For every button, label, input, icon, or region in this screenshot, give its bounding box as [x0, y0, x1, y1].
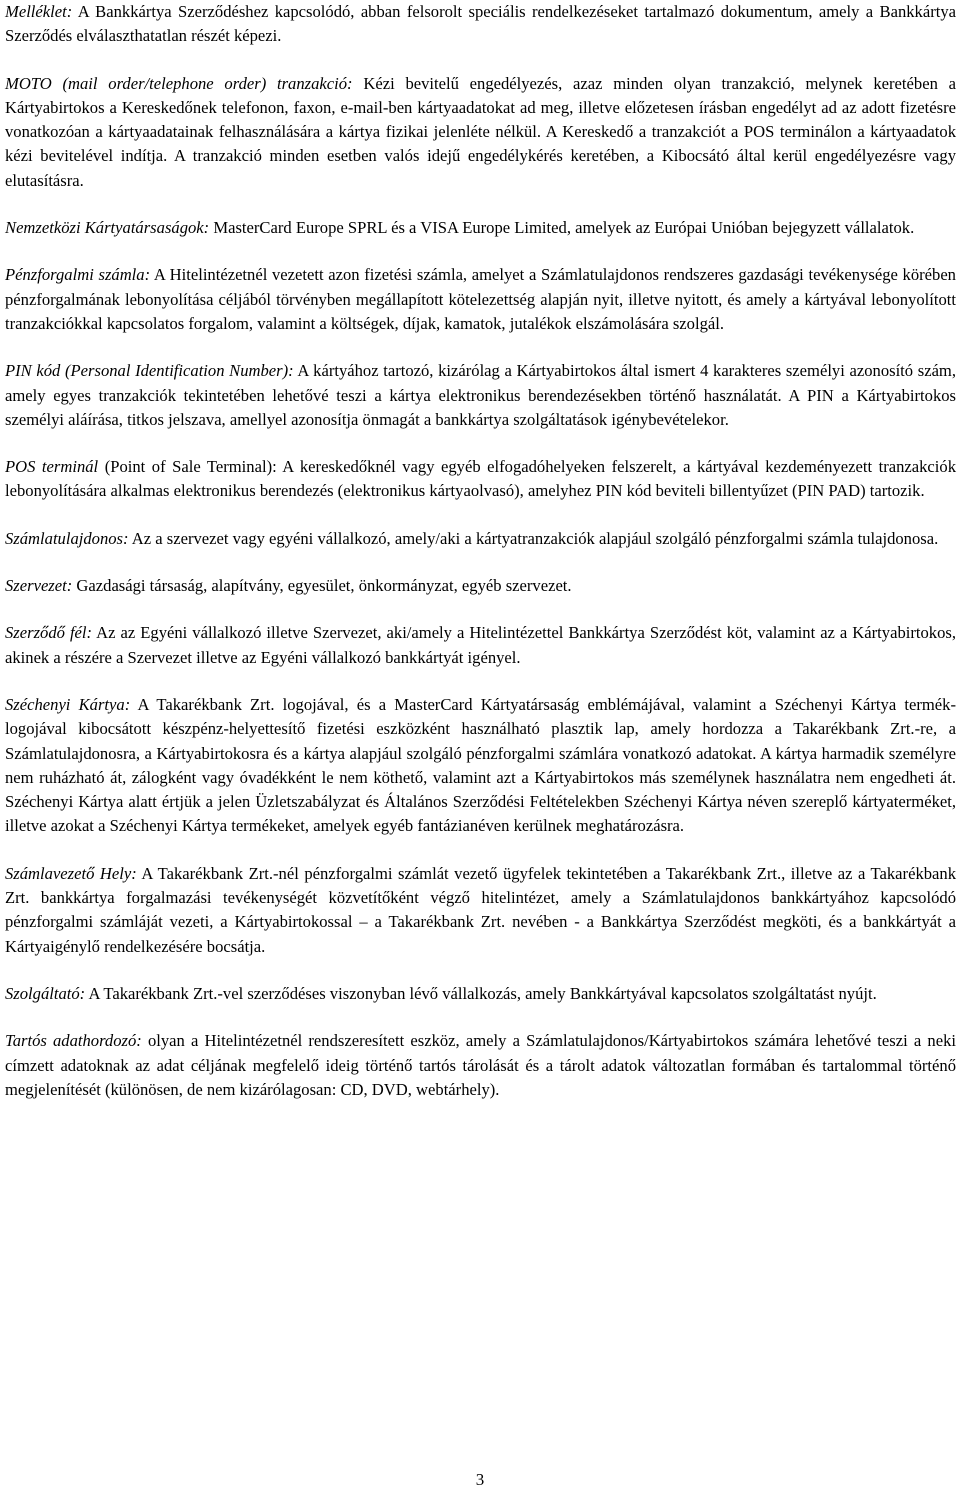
definition-text: A Takarékbank Zrt.-nél pénzforgalmi számlát vezető ügyfelek tekintetében a Takarékbank Zrt., illetve az a Takarékbank Zrt. bankkártya forgalmazási tevékenységét közvetítőként végző hitelintézet, amely a Számlatulajdonos bankkártyához kapcsolódó pénzforgalmi számláját vezeti, a Kártyabirtokossal – a Takarékbank Zrt. nevében - a Bankkártya Szerződést megköti, és a bankkártyát a Kártyaigénylő rendelkezésére bocsátja. [5, 863, 956, 956]
definition-szamlavezeto-hely [5, 862, 956, 959]
definition-moto-tranzakcio [5, 72, 956, 193]
definition-term: Széchenyi Kártya: [5, 694, 131, 714]
definition-term: PIN kód (Personal Identification Number): [5, 361, 294, 381]
definition-text: A kártyához tartozó, kizárólag a Kártyabirtokos által ismert 4 karakteres személyi azonosító szám, amely egyes tranzakciók tekintetében lehetővé teszi a kártya elektronikus berendezésekben történő használatát. A PIN a Kártyabirtokos személyi aláírása, titkos jelszava, amellyel azonosítja önmagát a bankkártya szolgáltatások igénybevételekor. [5, 361, 956, 429]
definition-term: Számlavezető Hely: [5, 863, 137, 883]
definition-text: Az a szervezet vagy egyéni vállalkozó, amely/aki a kártyatranzakciók alapjául szolgáló pénzforgalmi számla tulajdonosa. [128, 528, 939, 548]
definition-penzforgalmi-szamla [5, 263, 956, 336]
definition-melleklet [5, 0, 956, 49]
definition-term: Melléklet: [5, 2, 73, 21]
definition-text: A Hitelintézetnél vezetett azon fizetési számla, amelyet a Számlatulajdonos rendszeres gazdasági tevékenysége körében pénzforgalmának lebonyolítása céljából törvényben megállapított kötelezettség alapján nyit, illetve nyitott, és amely a kártyával lebonyolított tranzakciókkal kapcsolatos forgalom, valamint a költségek, díjak, kamatok, jutalékok elszámolására szolgál. [5, 265, 956, 333]
definition-szamlatulajdonos [5, 527, 956, 551]
definition-text: (Point of Sale Terminal): A kereskedőknél vagy egyéb elfogadóhelyeken felszerelt, a kártyával kezdeményezett tranzakciók lebonyolítására alkalmas elektronikus berendezés (elektronikus kártyaolvasó), amelyhez PIN kód beviteli billentyűzet (PIN PAD) tartozik. [5, 457, 957, 501]
definition-term: Számlatulajdonos: [5, 528, 129, 548]
definition-szerzodo-fel [5, 621, 956, 670]
definition-szervezet [5, 574, 956, 598]
definition-term: MOTO (mail order/telephone order) tranzakció: [5, 73, 353, 93]
definition-text: Kézi bevitelű engedélyezés, azaz minden olyan tranzakció, melynek keretében a Kártyabirtokos a Kereskedőnek telefonon, faxon, e-mail-ben kártyaadatokat ad meg, illetve előzetesen írásban engedélyt ad az adott fizetésre vonatkozóan a kártyaadatainak felhasználására a kártya fizikai jelenléte nélkül. A Kereskedő a tranzakciót a POS terminálon a kártyaadatok kézi bevitelével indítja. A tranzakció minden esetben valós idejű engedélykérés keretében, a Kibocsátó által kerül engedélyezésre vagy elutasításra. [5, 73, 956, 190]
definition-text: MasterCard Europe SPRL és a VISA Europe Limited, amelyek az Európai Unióban bejegyzett vállalatok. [209, 218, 915, 238]
definition-term: POS terminál [5, 457, 99, 477]
definition-nemzetkozi-kartyatarsasagok [5, 216, 956, 240]
definition-term: Nemzetközi Kártyatársaságok: [5, 218, 210, 238]
definition-term: Szolgáltató: [5, 983, 86, 1003]
definition-tartos-adathordozo [5, 1029, 956, 1102]
definition-text: A Takarékbank Zrt.-vel szerződéses viszonyban lévő vállalkozás, amely Bankkártyával kapcsolatos szolgáltatást nyújt. [85, 983, 877, 1003]
definition-szolgaltato [5, 982, 956, 1006]
definition-term: Tartós adathordozó: [5, 1031, 142, 1051]
definition-text: Gazdasági társaság, alapítvány, egyesület, önkormányzat, egyéb szervezet. [72, 576, 572, 596]
definition-term: Szervezet: [5, 576, 73, 596]
definition-szechenyi-kartya [5, 693, 956, 839]
definition-text: Az az Egyéni vállalkozó illetve Szervezet, aki/amely a Hitelintézettel Bankkártya Szerződést köt, valamint az a Kártyabirtokos, akinek a részére a Szervezet illetve az Egyéni vállalkozó bankkártyát igényel. [5, 623, 956, 667]
definition-text: olyan a Hitelintézetnél rendszeresített eszköz, amely a Számlatulajdonos/Kártyabirtokos számára lehetővé teszi a neki címzett adatoknak az adat céljának megfelelő ideig történő tartós tárolását és a tárolt adatok változatlan formában és tartalommal történő megjelenítését (különösen, de nem kizárólagosan: CD, DVD, webtárhely). [5, 1031, 956, 1099]
definition-pin-kod [5, 359, 956, 432]
definition-text: A Takarékbank Zrt. logojával, és a MasterCard Kártyatársaság emblémájával, valamint a Széchenyi Kártya termék-logojával kibocsátott készpénz-helyettesítő fizetési eszközként használható plasztik lap, amely hordozza a Takarékbank Zrt.-re, a Számlatulajdonosra, a Kártyabirtokosra és a kártya alapjául szolgáló pénzforgalmi számlára vonatkozó adatokat. A kártya harmadik személyre nem ruházható át, zálogként vagy óvadékként le nem köthető, valamint azt a Kártyabirtokos más személynek használatra nem engedheti át. Széchenyi Kártya alatt értjük a jelen Üzletszabályzat és Általános Szerződési Feltételekben Széchenyi Kártya néven szereplő kártyaterméket, illetve azokat a Széchenyi Kártya termékeket, amelyek egyéb fantázianéven kerülnek meghatározásra. [5, 694, 956, 836]
page-number: 3 [475, 1470, 485, 1489]
definition-term: Pénzforgalmi számla: [5, 265, 151, 285]
definition-pos-terminal [5, 455, 956, 504]
definition-term: Szerződő fél: [5, 623, 93, 643]
document-body [5, 0, 956, 1125]
definition-text: A Bankkártya Szerződéshez kapcsolódó, abban felsorolt speciális rendelkezéseket tartalmazó dokumentum, amely a Bankkártya Szerződés elválaszthatatlan részét képezi. [5, 2, 956, 46]
